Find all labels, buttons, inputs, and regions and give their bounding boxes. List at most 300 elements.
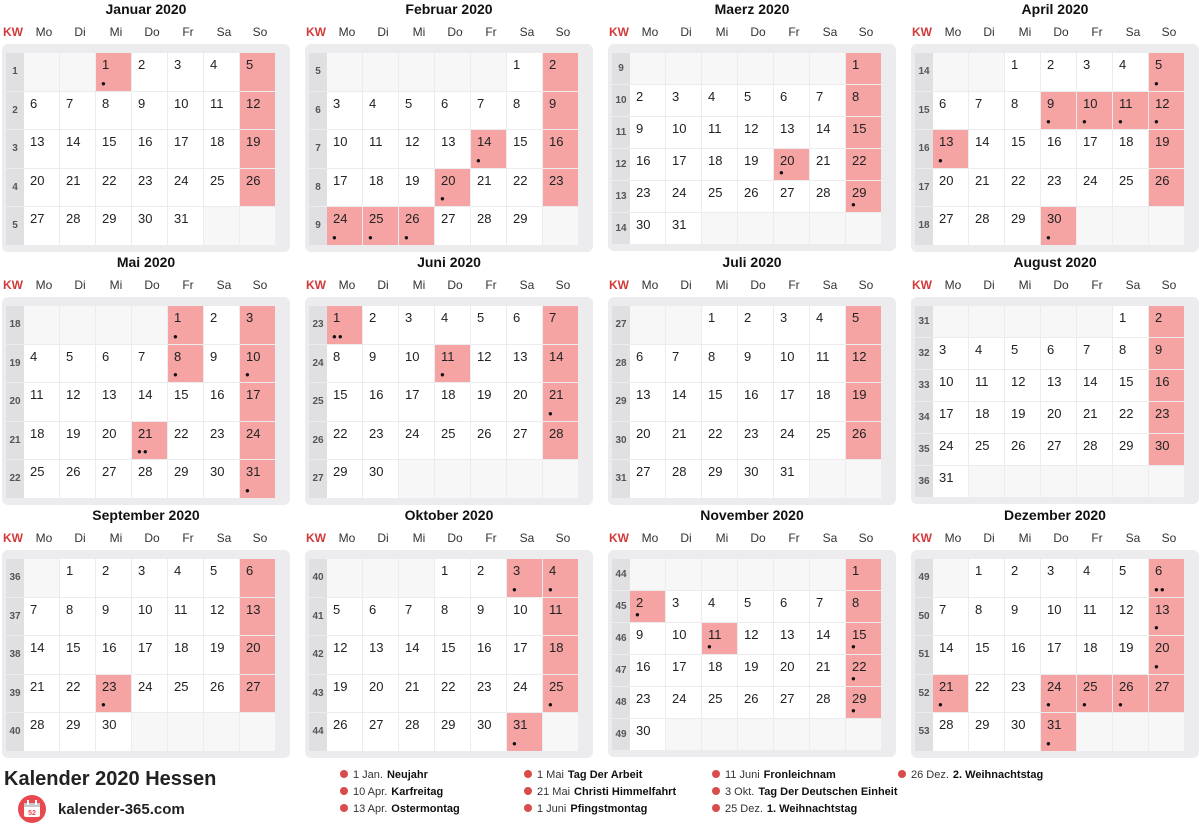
day-cell[interactable] — [1005, 207, 1041, 246]
day-cell[interactable] — [1077, 402, 1113, 434]
day-cell[interactable] — [60, 130, 96, 169]
day-cell[interactable] — [1005, 559, 1041, 598]
day-cell[interactable] — [24, 383, 60, 422]
day-cell[interactable] — [204, 675, 240, 714]
day-cell[interactable] — [774, 181, 810, 213]
day-cell[interactable] — [810, 345, 846, 384]
day-cell[interactable] — [933, 675, 969, 714]
day-cell[interactable] — [240, 636, 276, 675]
day-cell[interactable] — [132, 598, 168, 637]
day-cell[interactable] — [774, 591, 810, 623]
day-cell[interactable] — [435, 383, 471, 422]
day-cell[interactable] — [630, 655, 666, 687]
day-cell[interactable] — [810, 655, 846, 687]
day-cell[interactable] — [168, 207, 204, 246]
day-cell[interactable] — [507, 383, 543, 422]
day-cell[interactable] — [702, 687, 738, 719]
day-cell[interactable] — [204, 460, 240, 499]
day-cell[interactable] — [1005, 130, 1041, 169]
day-cell[interactable] — [471, 169, 507, 208]
day-cell[interactable] — [168, 422, 204, 461]
day-cell[interactable] — [435, 713, 471, 752]
day-cell[interactable] — [132, 383, 168, 422]
day-cell[interactable] — [96, 207, 132, 246]
day-cell[interactable] — [630, 422, 666, 461]
day-cell[interactable] — [846, 623, 882, 655]
day-cell[interactable] — [1113, 92, 1149, 131]
day-cell[interactable] — [363, 169, 399, 208]
day-cell[interactable] — [774, 85, 810, 117]
day-cell[interactable] — [471, 598, 507, 637]
day-cell[interactable] — [471, 559, 507, 598]
day-cell[interactable] — [435, 598, 471, 637]
day-cell[interactable] — [1149, 130, 1185, 169]
day-cell[interactable] — [969, 169, 1005, 208]
day-cell[interactable] — [1077, 434, 1113, 466]
day-cell[interactable] — [96, 559, 132, 598]
day-cell[interactable] — [399, 675, 435, 714]
day-cell[interactable] — [327, 92, 363, 131]
day-cell[interactable] — [507, 130, 543, 169]
day-cell[interactable] — [435, 92, 471, 131]
day-cell[interactable] — [933, 169, 969, 208]
day-cell[interactable] — [543, 130, 579, 169]
day-cell[interactable] — [363, 675, 399, 714]
day-cell[interactable] — [846, 383, 882, 422]
site-link[interactable]: kalender-365.com — [58, 801, 185, 818]
day-cell[interactable] — [168, 306, 204, 345]
day-cell[interactable] — [327, 169, 363, 208]
day-cell[interactable] — [24, 130, 60, 169]
day-cell[interactable] — [666, 149, 702, 181]
day-cell[interactable] — [24, 345, 60, 384]
day-cell[interactable] — [1041, 169, 1077, 208]
day-cell[interactable] — [132, 169, 168, 208]
day-cell[interactable] — [240, 169, 276, 208]
day-cell[interactable] — [810, 181, 846, 213]
day-cell[interactable] — [933, 402, 969, 434]
day-cell[interactable] — [969, 207, 1005, 246]
day-cell[interactable] — [666, 591, 702, 623]
day-cell[interactable] — [507, 53, 543, 92]
day-cell[interactable] — [1041, 92, 1077, 131]
day-cell[interactable] — [738, 383, 774, 422]
day-cell[interactable] — [96, 675, 132, 714]
day-cell[interactable] — [969, 402, 1005, 434]
day-cell[interactable] — [666, 623, 702, 655]
day-cell[interactable] — [774, 623, 810, 655]
day-cell[interactable] — [1149, 636, 1185, 675]
day-cell[interactable] — [969, 130, 1005, 169]
day-cell[interactable] — [168, 53, 204, 92]
day-cell[interactable] — [969, 92, 1005, 131]
day-cell[interactable] — [96, 460, 132, 499]
day-cell[interactable] — [96, 345, 132, 384]
day-cell[interactable] — [810, 85, 846, 117]
day-cell[interactable] — [1077, 130, 1113, 169]
day-cell[interactable] — [738, 422, 774, 461]
day-cell[interactable] — [327, 713, 363, 752]
day-cell[interactable] — [666, 422, 702, 461]
day-cell[interactable] — [132, 207, 168, 246]
day-cell[interactable] — [738, 591, 774, 623]
day-cell[interactable] — [1041, 675, 1077, 714]
day-cell[interactable] — [702, 460, 738, 499]
day-cell[interactable] — [204, 383, 240, 422]
day-cell[interactable] — [630, 383, 666, 422]
day-cell[interactable] — [24, 169, 60, 208]
day-cell[interactable] — [969, 370, 1005, 402]
day-cell[interactable] — [399, 130, 435, 169]
day-cell[interactable] — [543, 345, 579, 384]
day-cell[interactable] — [168, 559, 204, 598]
day-cell[interactable] — [204, 169, 240, 208]
day-cell[interactable] — [1149, 559, 1185, 598]
day-cell[interactable] — [1077, 169, 1113, 208]
day-cell[interactable] — [168, 675, 204, 714]
day-cell[interactable] — [774, 149, 810, 181]
day-cell[interactable] — [96, 92, 132, 131]
day-cell[interactable] — [1041, 130, 1077, 169]
day-cell[interactable] — [96, 53, 132, 92]
day-cell[interactable] — [933, 636, 969, 675]
day-cell[interactable] — [774, 460, 810, 499]
day-cell[interactable] — [240, 675, 276, 714]
day-cell[interactable] — [24, 460, 60, 499]
day-cell[interactable] — [1005, 402, 1041, 434]
day-cell[interactable] — [399, 207, 435, 246]
day-cell[interactable] — [630, 181, 666, 213]
day-cell[interactable] — [702, 623, 738, 655]
day-cell[interactable] — [327, 383, 363, 422]
day-cell[interactable] — [96, 383, 132, 422]
day-cell[interactable] — [327, 675, 363, 714]
day-cell[interactable] — [846, 85, 882, 117]
day-cell[interactable] — [399, 383, 435, 422]
day-cell[interactable] — [507, 636, 543, 675]
day-cell[interactable] — [60, 422, 96, 461]
day-cell[interactable] — [435, 130, 471, 169]
day-cell[interactable] — [630, 719, 666, 751]
day-cell[interactable] — [24, 598, 60, 637]
day-cell[interactable] — [846, 53, 882, 85]
day-cell[interactable] — [240, 345, 276, 384]
day-cell[interactable] — [507, 345, 543, 384]
day-cell[interactable] — [702, 383, 738, 422]
day-cell[interactable] — [1041, 207, 1077, 246]
day-cell[interactable] — [666, 213, 702, 245]
day-cell[interactable] — [1113, 370, 1149, 402]
day-cell[interactable] — [774, 117, 810, 149]
day-cell[interactable] — [774, 422, 810, 461]
day-cell[interactable] — [933, 338, 969, 370]
day-cell[interactable] — [471, 422, 507, 461]
day-cell[interactable] — [132, 345, 168, 384]
day-cell[interactable] — [1005, 370, 1041, 402]
day-cell[interactable] — [471, 675, 507, 714]
day-cell[interactable] — [1113, 598, 1149, 637]
day-cell[interactable] — [1149, 675, 1185, 714]
day-cell[interactable] — [738, 655, 774, 687]
day-cell[interactable] — [1113, 675, 1149, 714]
day-cell[interactable] — [1113, 169, 1149, 208]
day-cell[interactable] — [630, 149, 666, 181]
day-cell[interactable] — [543, 675, 579, 714]
day-cell[interactable] — [435, 345, 471, 384]
day-cell[interactable] — [738, 149, 774, 181]
day-cell[interactable] — [399, 636, 435, 675]
day-cell[interactable] — [60, 636, 96, 675]
day-cell[interactable] — [630, 623, 666, 655]
day-cell[interactable] — [204, 92, 240, 131]
day-cell[interactable] — [132, 53, 168, 92]
day-cell[interactable] — [168, 169, 204, 208]
day-cell[interactable] — [1041, 370, 1077, 402]
day-cell[interactable] — [24, 636, 60, 675]
day-cell[interactable] — [1005, 338, 1041, 370]
day-cell[interactable] — [666, 687, 702, 719]
day-cell[interactable] — [969, 675, 1005, 714]
day-cell[interactable] — [471, 345, 507, 384]
day-cell[interactable] — [666, 85, 702, 117]
day-cell[interactable] — [846, 591, 882, 623]
day-cell[interactable] — [60, 383, 96, 422]
day-cell[interactable] — [933, 434, 969, 466]
day-cell[interactable] — [738, 345, 774, 384]
day-cell[interactable] — [24, 675, 60, 714]
day-cell[interactable] — [1113, 636, 1149, 675]
day-cell[interactable] — [969, 598, 1005, 637]
day-cell[interactable] — [846, 687, 882, 719]
day-cell[interactable] — [507, 559, 543, 598]
day-cell[interactable] — [666, 383, 702, 422]
day-cell[interactable] — [933, 713, 969, 752]
day-cell[interactable] — [810, 149, 846, 181]
day-cell[interactable] — [969, 559, 1005, 598]
day-cell[interactable] — [666, 460, 702, 499]
day-cell[interactable] — [543, 598, 579, 637]
day-cell[interactable] — [1077, 53, 1113, 92]
day-cell[interactable] — [774, 383, 810, 422]
day-cell[interactable] — [399, 306, 435, 345]
day-cell[interactable] — [132, 422, 168, 461]
day-cell[interactable] — [738, 181, 774, 213]
day-cell[interactable] — [204, 130, 240, 169]
day-cell[interactable] — [204, 559, 240, 598]
day-cell[interactable] — [471, 713, 507, 752]
day-cell[interactable] — [24, 422, 60, 461]
day-cell[interactable] — [702, 117, 738, 149]
day-cell[interactable] — [168, 636, 204, 675]
day-cell[interactable] — [702, 345, 738, 384]
day-cell[interactable] — [846, 345, 882, 384]
day-cell[interactable] — [738, 306, 774, 345]
day-cell[interactable] — [630, 345, 666, 384]
day-cell[interactable] — [60, 169, 96, 208]
day-cell[interactable] — [738, 623, 774, 655]
day-cell[interactable] — [810, 306, 846, 345]
day-cell[interactable] — [168, 130, 204, 169]
day-cell[interactable] — [969, 636, 1005, 675]
day-cell[interactable] — [399, 92, 435, 131]
day-cell[interactable] — [507, 713, 543, 752]
day-cell[interactable] — [1041, 713, 1077, 752]
day-cell[interactable] — [363, 636, 399, 675]
day-cell[interactable] — [1077, 92, 1113, 131]
day-cell[interactable] — [969, 338, 1005, 370]
day-cell[interactable] — [738, 687, 774, 719]
day-cell[interactable] — [240, 598, 276, 637]
day-cell[interactable] — [1113, 338, 1149, 370]
day-cell[interactable] — [543, 306, 579, 345]
day-cell[interactable] — [327, 422, 363, 461]
day-cell[interactable] — [60, 92, 96, 131]
day-cell[interactable] — [327, 598, 363, 637]
day-cell[interactable] — [1005, 92, 1041, 131]
day-cell[interactable] — [1077, 675, 1113, 714]
day-cell[interactable] — [60, 713, 96, 752]
day-cell[interactable] — [399, 345, 435, 384]
day-cell[interactable] — [1149, 434, 1185, 466]
day-cell[interactable] — [543, 169, 579, 208]
day-cell[interactable] — [399, 598, 435, 637]
day-cell[interactable] — [240, 92, 276, 131]
day-cell[interactable] — [1041, 559, 1077, 598]
day-cell[interactable] — [204, 306, 240, 345]
day-cell[interactable] — [1005, 636, 1041, 675]
day-cell[interactable] — [24, 92, 60, 131]
day-cell[interactable] — [507, 598, 543, 637]
day-cell[interactable] — [933, 207, 969, 246]
day-cell[interactable] — [168, 598, 204, 637]
day-cell[interactable] — [240, 53, 276, 92]
day-cell[interactable] — [810, 422, 846, 461]
day-cell[interactable] — [933, 598, 969, 637]
day-cell[interactable] — [1113, 130, 1149, 169]
day-cell[interactable] — [1005, 713, 1041, 752]
day-cell[interactable] — [60, 559, 96, 598]
day-cell[interactable] — [810, 383, 846, 422]
day-cell[interactable] — [666, 655, 702, 687]
day-cell[interactable] — [363, 207, 399, 246]
day-cell[interactable] — [1113, 559, 1149, 598]
day-cell[interactable] — [846, 181, 882, 213]
day-cell[interactable] — [810, 591, 846, 623]
day-cell[interactable] — [507, 422, 543, 461]
day-cell[interactable] — [630, 213, 666, 245]
day-cell[interactable] — [60, 460, 96, 499]
day-cell[interactable] — [435, 559, 471, 598]
day-cell[interactable] — [132, 675, 168, 714]
day-cell[interactable] — [363, 383, 399, 422]
day-cell[interactable] — [1005, 169, 1041, 208]
day-cell[interactable] — [1149, 92, 1185, 131]
day-cell[interactable] — [363, 306, 399, 345]
day-cell[interactable] — [1041, 434, 1077, 466]
day-cell[interactable] — [60, 675, 96, 714]
day-cell[interactable] — [1149, 306, 1185, 338]
day-cell[interactable] — [666, 345, 702, 384]
day-cell[interactable] — [435, 306, 471, 345]
day-cell[interactable] — [96, 422, 132, 461]
day-cell[interactable] — [1041, 598, 1077, 637]
day-cell[interactable] — [327, 636, 363, 675]
day-cell[interactable] — [327, 207, 363, 246]
day-cell[interactable] — [1077, 370, 1113, 402]
day-cell[interactable] — [774, 687, 810, 719]
day-cell[interactable] — [933, 466, 969, 498]
day-cell[interactable] — [132, 559, 168, 598]
day-cell[interactable] — [1113, 434, 1149, 466]
day-cell[interactable] — [543, 422, 579, 461]
day-cell[interactable] — [666, 117, 702, 149]
day-cell[interactable] — [1113, 306, 1149, 338]
day-cell[interactable] — [363, 713, 399, 752]
day-cell[interactable] — [204, 345, 240, 384]
day-cell[interactable] — [1149, 169, 1185, 208]
day-cell[interactable] — [132, 92, 168, 131]
day-cell[interactable] — [1005, 434, 1041, 466]
day-cell[interactable] — [1077, 338, 1113, 370]
day-cell[interactable] — [810, 117, 846, 149]
day-cell[interactable] — [240, 559, 276, 598]
day-cell[interactable] — [471, 207, 507, 246]
day-cell[interactable] — [1077, 559, 1113, 598]
day-cell[interactable] — [240, 130, 276, 169]
day-cell[interactable] — [60, 207, 96, 246]
day-cell[interactable] — [738, 460, 774, 499]
day-cell[interactable] — [132, 460, 168, 499]
day-cell[interactable] — [810, 623, 846, 655]
day-cell[interactable] — [1149, 402, 1185, 434]
day-cell[interactable] — [204, 636, 240, 675]
day-cell[interactable] — [204, 422, 240, 461]
day-cell[interactable] — [327, 306, 363, 345]
day-cell[interactable] — [1041, 402, 1077, 434]
day-cell[interactable] — [702, 591, 738, 623]
day-cell[interactable] — [702, 655, 738, 687]
day-cell[interactable] — [846, 559, 882, 591]
day-cell[interactable] — [96, 713, 132, 752]
day-cell[interactable] — [24, 713, 60, 752]
day-cell[interactable] — [702, 85, 738, 117]
day-cell[interactable] — [738, 117, 774, 149]
day-cell[interactable] — [132, 636, 168, 675]
day-cell[interactable] — [363, 422, 399, 461]
day-cell[interactable] — [327, 130, 363, 169]
day-cell[interactable] — [666, 181, 702, 213]
day-cell[interactable] — [702, 149, 738, 181]
day-cell[interactable] — [96, 130, 132, 169]
day-cell[interactable] — [933, 370, 969, 402]
day-cell[interactable] — [168, 460, 204, 499]
day-cell[interactable] — [96, 598, 132, 637]
day-cell[interactable] — [240, 383, 276, 422]
day-cell[interactable] — [399, 713, 435, 752]
day-cell[interactable] — [933, 92, 969, 131]
day-cell[interactable] — [168, 345, 204, 384]
day-cell[interactable] — [1149, 370, 1185, 402]
day-cell[interactable] — [1005, 53, 1041, 92]
day-cell[interactable] — [543, 559, 579, 598]
day-cell[interactable] — [471, 383, 507, 422]
day-cell[interactable] — [630, 460, 666, 499]
day-cell[interactable] — [543, 53, 579, 92]
day-cell[interactable] — [507, 306, 543, 345]
day-cell[interactable] — [1005, 675, 1041, 714]
day-cell[interactable] — [1041, 53, 1077, 92]
day-cell[interactable] — [327, 345, 363, 384]
